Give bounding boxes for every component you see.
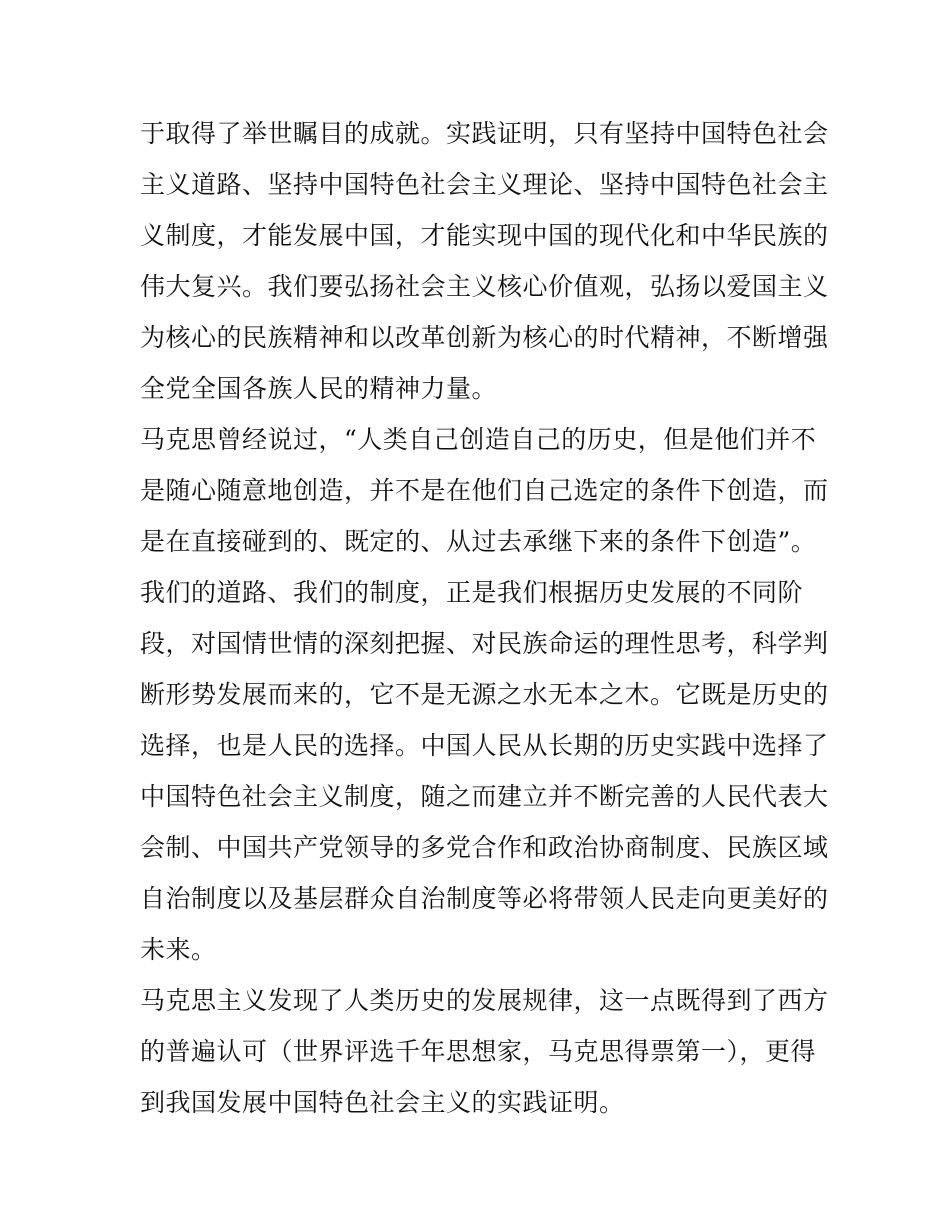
text-line: 的普遍认可（世界评选千年思想家，马克思得票第一），更得 [140, 1037, 817, 1066]
text-line: 主义道路、坚持中国特色社会主义理论、坚持中国特色社会主 [140, 170, 829, 199]
text-line: 是随心随意地创造，并不是在他们自己选定的条件下创造，而 [140, 476, 829, 505]
text-line: 于取得了举世瞩目的成就。实践证明，只有坚持中国特色社会 [140, 119, 829, 148]
text-line: 是在直接碰到的、既定的、从过去承继下来的条件下创造”。 [140, 527, 817, 556]
text-line: 我们的道路、我们的制度，正是我们根据历史发展的不同阶 [140, 578, 804, 607]
body-text [140, 108, 830, 1128]
text-line: 到我国发展中国特色社会主义的实践证明。 [140, 1088, 625, 1117]
text-line: 自治制度以及基层群众自治制度等必将带领人民走向更美好的 [140, 884, 829, 913]
text-line: 为核心的民族精神和以改革创新为核心的时代精神，不断增强 [140, 323, 829, 352]
text-line: 会制、中国共产党领导的多党合作和政治协商制度、民族区域 [140, 833, 829, 862]
text-line: 全党全国各族人民的精神力量。 [140, 374, 498, 403]
text-line: 伟大复兴。我们要弘扬社会主义核心价值观，弘扬以爱国主义 [140, 272, 829, 301]
text-line: 中国特色社会主义制度，随之而建立并不断完善的人民代表大 [140, 782, 829, 811]
text-line: 选择，也是人民的选择。中国人民从长期的历史实践中选择了 [140, 731, 829, 760]
text-line: 马克思主义发现了人类历史的发展规律，这一点既得到了西方 [140, 986, 829, 1015]
text-line: 马克思曾经说过，“人类自己创造自己的历史，但是他们并不 [140, 425, 817, 454]
text-line: 断形势发展而来的，它不是无源之水无本之木。它既是历史的 [140, 680, 829, 709]
text-line: 义制度，才能发展中国，才能实现中国的现代化和中华民族的 [140, 221, 829, 250]
text-line: 未来。 [140, 935, 217, 964]
text-line: 段，对国情世情的深刻把握、对民族命运的理性思考，科学判 [140, 629, 829, 658]
